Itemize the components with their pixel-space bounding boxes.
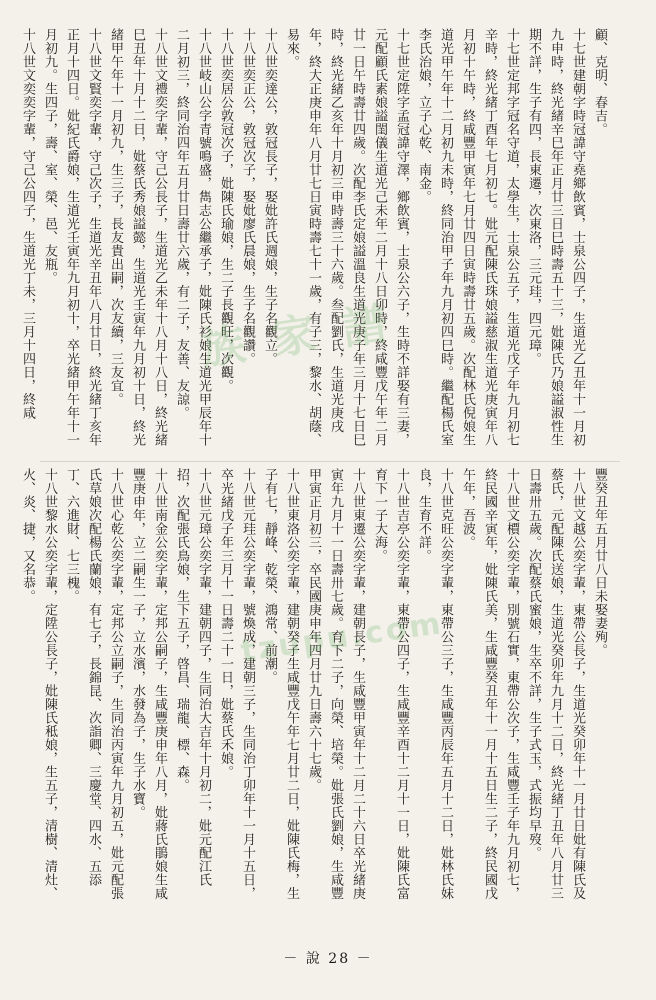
genealogy-text-upper (20, 28, 610, 458)
text-column: 十八世元珪公奕字輩，號煥成，建朝三子，生同治丁卯年十一月十五日，卒光緒戊子年三月十一日壽二十一日，妣蔡氏禾娘。 (218, 468, 255, 900)
text-column: 十七世定邦字冠名守道，太學生，士泉公五子，生道光戊子年九月初七辛時，終光緒丁酉年七月初七。妣元配陳氏珠娘謚慈淑生道光庚寅年八月初十午時，終咸豐甲寅年七月廿四日寅時壽廿五歲。次配林氏倪娘生道光甲午年十二月初九未時，終同治甲子年九月初四巳時。繼配楊氏室李氏治娘，立子心乾、南金。 (416, 28, 519, 447)
text-column: 十八世吉亭公奕字輩，東帶公四子，生咸豐辛酉十二月十一日，妣陳氏富育下一子大海。 (372, 468, 409, 900)
text-column: 十八世文禮奕字輩，守己公長子，生道光乙未年十八月十八日，終光緒巳丑年十月十二日，妣蔡氏秀娘謚懿，生道光壬寅年九月初十日，終光緒甲午年十一月初九，生三子，長友貴出嗣，次友續，三友宜。 (108, 28, 167, 447)
text-column: 十八世岐山公字青號鳴盛，雋志公繼承子，妣陳氏衫娘生道光甲辰年十二月初三，終同治四年五月廿日壽廿六歲，有二子，友善、友諒。 (174, 28, 211, 447)
text-column: 十八世東洛公奕字輩，建朝癸子生咸豐戊午年七月廿二日，妣陳氏梅，生子有七，靜峰、乾榮、鴻常、前潮。 (262, 468, 299, 900)
text-column: 十八世奕達公，敦冠長子，娶妣許氏週娘，生子名觀立。 (262, 28, 277, 366)
text-column: 十八世奕正公，敦冠次子，娶妣廖氏晨娘，生子名觀讚。 (240, 28, 255, 366)
text-column: 十七世定陞字孟冠諱守澤，鄉飲賓，士泉公六子，生時不詳娶有三妻，元配顧氏素娘謚閨儀生道光己未年二月十八日卯時，終咸豐戊午年二月廿一日午時壽廿四歲。次配李氏定娘謚溫良生道光庚子年三月十七日巳時，終光緒乙亥年十月初三申時壽三十六歲。叁配劉氏，生道光庚戌年，終大正庚申年八月廿七日寅時壽七十一歲，有子三，黎水、胡蔭、易來。 (284, 28, 409, 447)
section-divider (40, 461, 620, 462)
text-column: 十八世元璋公奕字輩，建朝四子，生同治大吉年十月初二，妣元配江氏招，次配張氏鳥娘，生下五子，啓昌、瑞龍、標、森。 (174, 468, 211, 887)
text-column: 十八世南金公奕字輩，定邦公嗣子，生咸豐庚申年八月，妣蔣氏鵑娘生咸豐庚申年，立二嗣生一子，立水濱，水發為子，生子水寶。 (130, 468, 167, 900)
text-column: 十八世文檟公奕字輩，別號石實，東帶公次子，生咸豐壬子年九月初七，終民國辛寅年，妣陳氏美，生咸豐癸丑年十一月十五日生二子，終民國戊午年，吾波。 (460, 468, 519, 900)
text-column: 十八世文越公奕字輩，東帶公長子，生道光癸卯年十一月廿日妣有陳氏及蔡氏，元配陳氏送娘，生道光癸卯年九月十二日，終光緒丁丑年八月廿三日壽卅五歲。次配蔡氏蜜娘，生卒不詳，生子式玉，式振均早歿。 (526, 468, 585, 900)
page-number: － 說 28 － (283, 951, 373, 967)
genealogy-text-lower (20, 468, 610, 900)
text-column: 十七世建朝字時冠諱守堯鄉飲賓，士泉公四子，生道光乙丑年十一月初九申時，終光緒辛巳年正月廿三日巳時壽五十三，妣陳氏乃娘謚淑性生期不詳，生子有四，長東遷，次東洛，三元珪，四元璋。 (526, 28, 585, 447)
text-column: 十八世東遷公奕字輩，建朝長子，生咸豐甲寅年十二月二十六日卒光緒庚寅年九月十一日壽卅七歲。育下二子，向榮、培榮。妣張氏劉娘，生咸豐甲寅正月初三，卒民國庚申年四月廿九日壽六十七歲。 (306, 468, 365, 900)
watermark-url: tzupu.com (238, 605, 446, 670)
text-column: 十八世黎水公奕字輩，定陞公長子，妣陳氏秪娘，生五子，清樹、清灶、火、炎、捷，又名恭。 (20, 468, 57, 900)
watermark: 族 家 譜 (198, 297, 396, 376)
text-column: 十八世奕居公敦冠次子，妣陳氏瑜娘，生二子長觀旺，次觀。 (218, 28, 233, 393)
text-column: 豐癸丑年五月廿八日未娶妻殉。 (592, 468, 607, 657)
text-column: 十八世心乾公奕字輩，定邦公立嗣子，生同治丙寅年九月初五，妣元配張氏草娘次配楊氏蘭娘，有七子，長錦昆、次詣卿、三慶堂、四水、五添丁、六進財、七三槐。 (64, 468, 123, 900)
text-column: 十八世克旺公奕字輩，東帶公三子，生咸豐丙辰年五月十二日，妣林氏妹良，生育不詳。 (416, 468, 453, 900)
text-column: 十八世文賢奕字輩，守己次子，生道光辛丑年八月廿日，終光緒丁亥年正月十四日。妣紀氏爵娘，生道光壬寅年九月初十，卒光緒甲午年十一月初九。生四子，壽、室、榮、邑、友瓶。 (42, 28, 101, 447)
text-column: 十八世文奕奕字輩，守己公四子，生道光丁未，三月十四日，終咸 (20, 28, 35, 420)
text-column: 顧、克明、春吉。 (592, 28, 607, 136)
